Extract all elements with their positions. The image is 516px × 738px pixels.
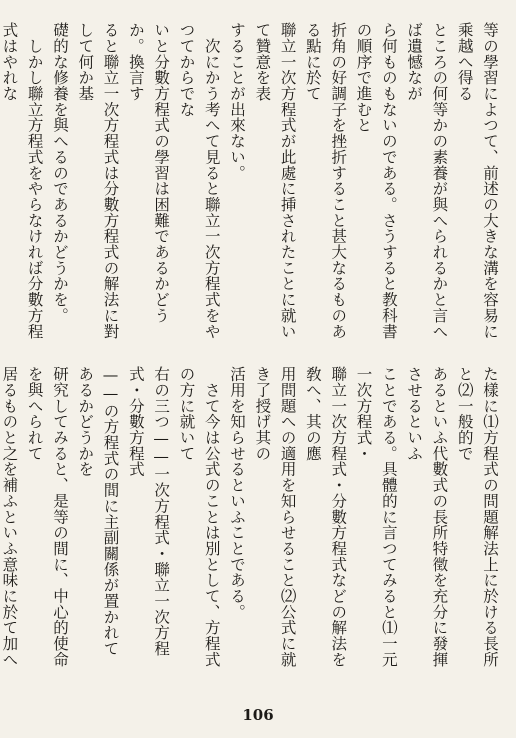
lower-text-block: た樣に⑴方程式の問題解法上に於ける長所と⑵一般的で あるといふ代數式の長所特徵を充分に發揮させるといふ ことである。具體的に言つてみると⑴一元一次方程式・ 聯立一次方程式・分數方程式などの解法を敎へ、其の應 用問題への適用を知らせること⑵公式に就き了授げ其の 活用を知らせるといふことである。 さて今は公式のことは別として、方程式の方に就いて 右の三つ——一次方程式・聯立一次方程式・分數方程式 ——の方程式の間に主副關係が置かれてあるかどうかを 研究してみると、是等の間に、中心的使命を與へられて 居るものと之を補ふといふ意味に於て加へ [0,366,499,668]
page-number: 106 [242,706,274,724]
upper-text-block: 等の學習によつて、前述の大きな溝を容易に乘越へ得る ところの何等かの素養が與へられるかと言へば遺憾なが ら何ものもないのである。さうすると教科書の順序で進むと 折角の好調子を挫折すること甚大なるものある點に於て 聯立一次方程式が此處に挿されたことに就いて贊意を表 することが出來ない。 次にかう考へて見ると聯立一次方程式をやつてからでな いと分數方程式の學習は困難であるかどうか。換言す ると聯立一次方程式は分數方程式の解法に對して何か基 礎的な修養を與へるのであるかどうかを。 しかし聯立方程式をやらなければ分數方程式はやれな [0,22,499,339]
